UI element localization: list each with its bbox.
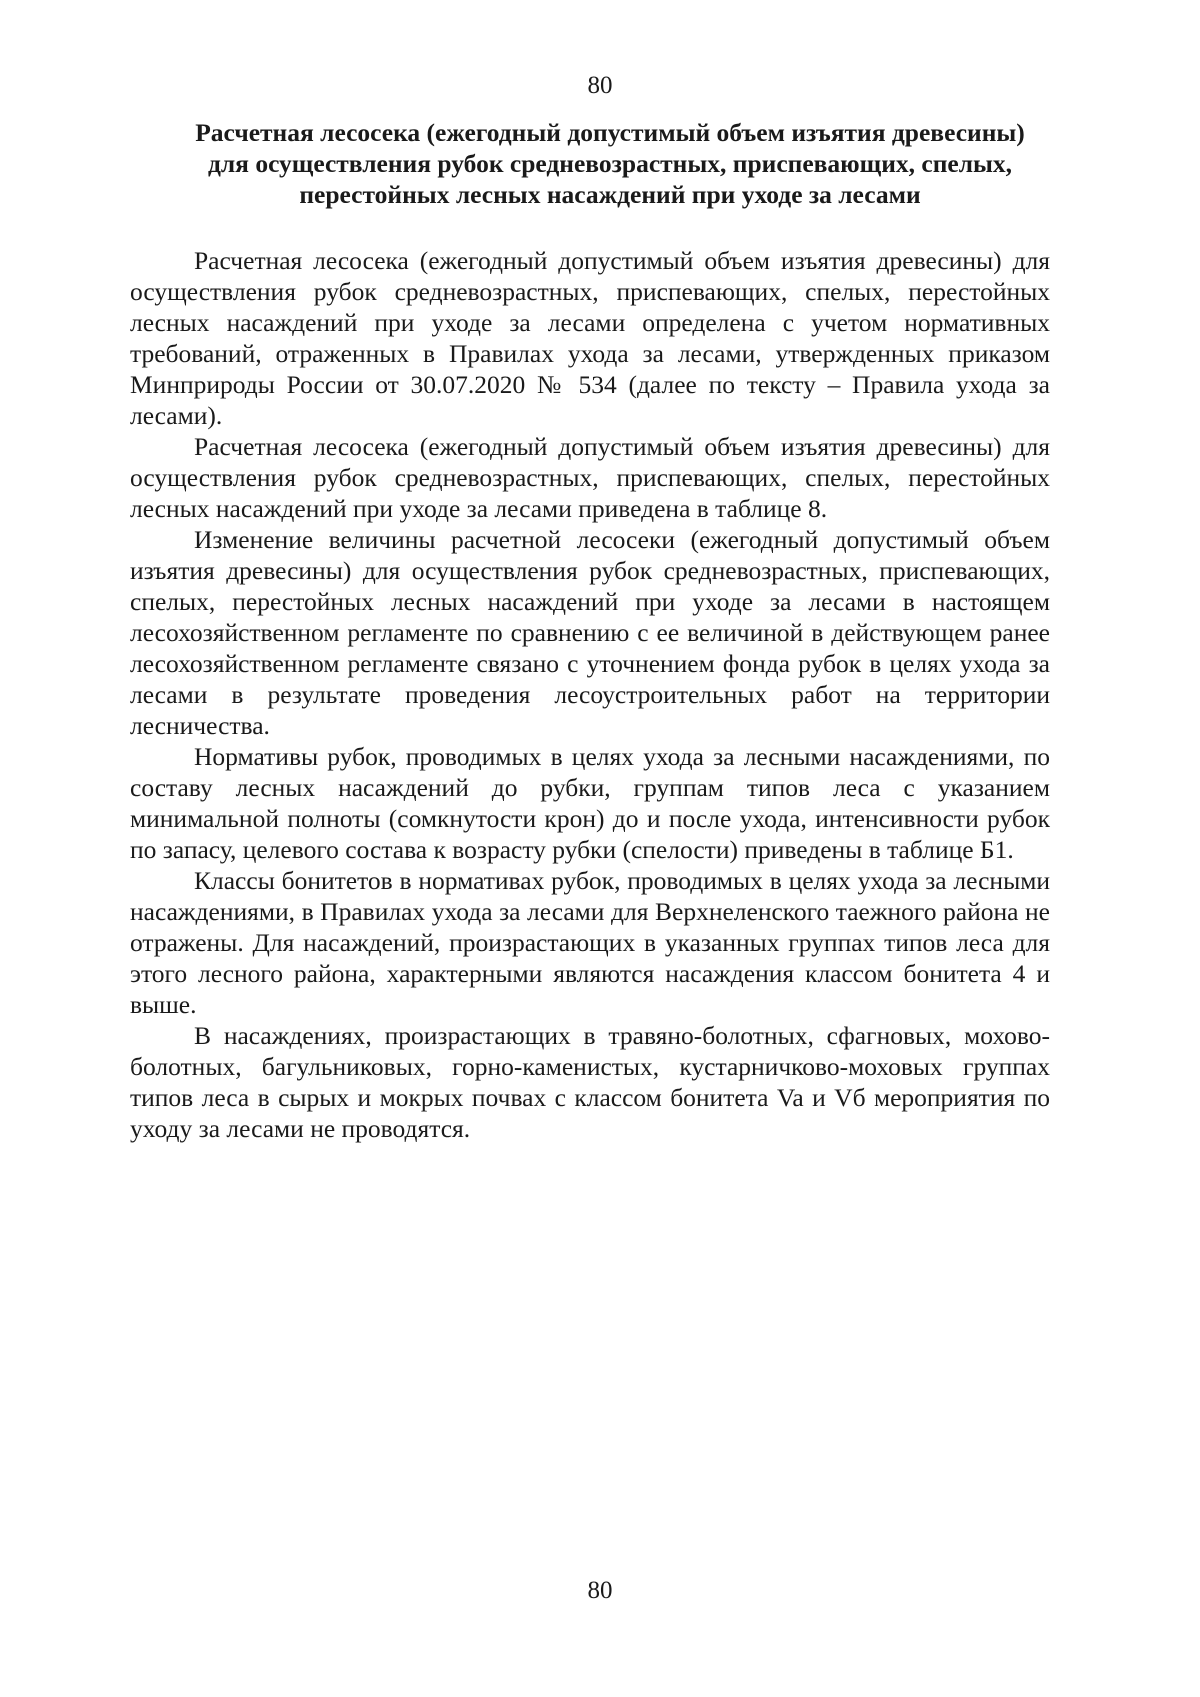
paragraph-1: Расчетная лесосека (ежегодный допустимый объем изъятия древесины) для осуществления рубок средневозрастных, приспевающих, спелых, перестойных лесных насаждений при уходе за лесами определена с учетом нормативных требований, отраженных в Правилах ухода за лесами, утвержденных приказом Минприроды России от 30.07.2020 № 534 (далее по тексту – Правила ухода за лесами). xyxy=(130,246,1050,430)
section-title-line-1: Расчетная лесосека (ежегодный допустимый объем изъятия древесины) xyxy=(195,118,1025,147)
paragraph-2: Расчетная лесосека (ежегодный допустимый объем изъятия древесины) для осуществления рубок средневозрастных, приспевающих, спелых, перестойных лесных насаждений при уходе за лесами приведена в таблице 8. xyxy=(130,432,1050,523)
section-title xyxy=(180,117,1040,210)
paragraph-4: Нормативы рубок, проводимых в целях ухода за лесными насаждениями, по составу лесных насаждений до рубки, группам типов леса с указанием минимальной полноты (сомкнутости крон) до и после ухода, интенсивности рубок по запасу, целевого состава к возрасту рубки (спелости) приведены в таблице Б1. xyxy=(130,742,1050,864)
page-number-bottom: 80 xyxy=(587,1577,613,1604)
section-title-line-3: перестойных лесных насаждений при уходе за лесами xyxy=(299,180,921,209)
paragraph-5: Классы бонитетов в нормативах рубок, проводимых в целях ухода за лесными насаждениями, в Правилах ухода за лесами для Верхнеленского таежного района не отражены. Для насаждений, произрастающих в указанных группах типов леса для этого лесного района, характерными являются насаждения классом бонитета 4 и выше. xyxy=(130,866,1050,1019)
paragraph-6: В насаждениях, произрастающих в травяно-болотных, сфагновых, мохово-болотных, багульниковых, горно-каменистых, кустарничково-моховых группах типов леса в сырых и мокрых почвах с классом бонитета Va и Vб мероприятия по уходу за лесами не проводятся. xyxy=(130,1021,1050,1143)
paragraph-3: Изменение величины расчетной лесосеки (ежегодный допустимый объем изъятия древесины) для осуществления рубок средневозрастных, приспевающих, спелых, перестойных лесных насаждений при уходе за лесами в настоящем лесохозяйственном регламенте по сравнению с ее величиной в действующем ранее лесохозяйственном регламенте связано с уточнением фонда рубок в целях ухода за лесами в результате проведения лесоустроительных работ на территории лесничества. xyxy=(130,525,1050,740)
section-title-line-2: для осуществления рубок средневозрастных, приспевающих, спелых, xyxy=(207,149,1013,178)
body-text xyxy=(130,245,1050,1144)
page-number-top: 80 xyxy=(587,72,613,99)
